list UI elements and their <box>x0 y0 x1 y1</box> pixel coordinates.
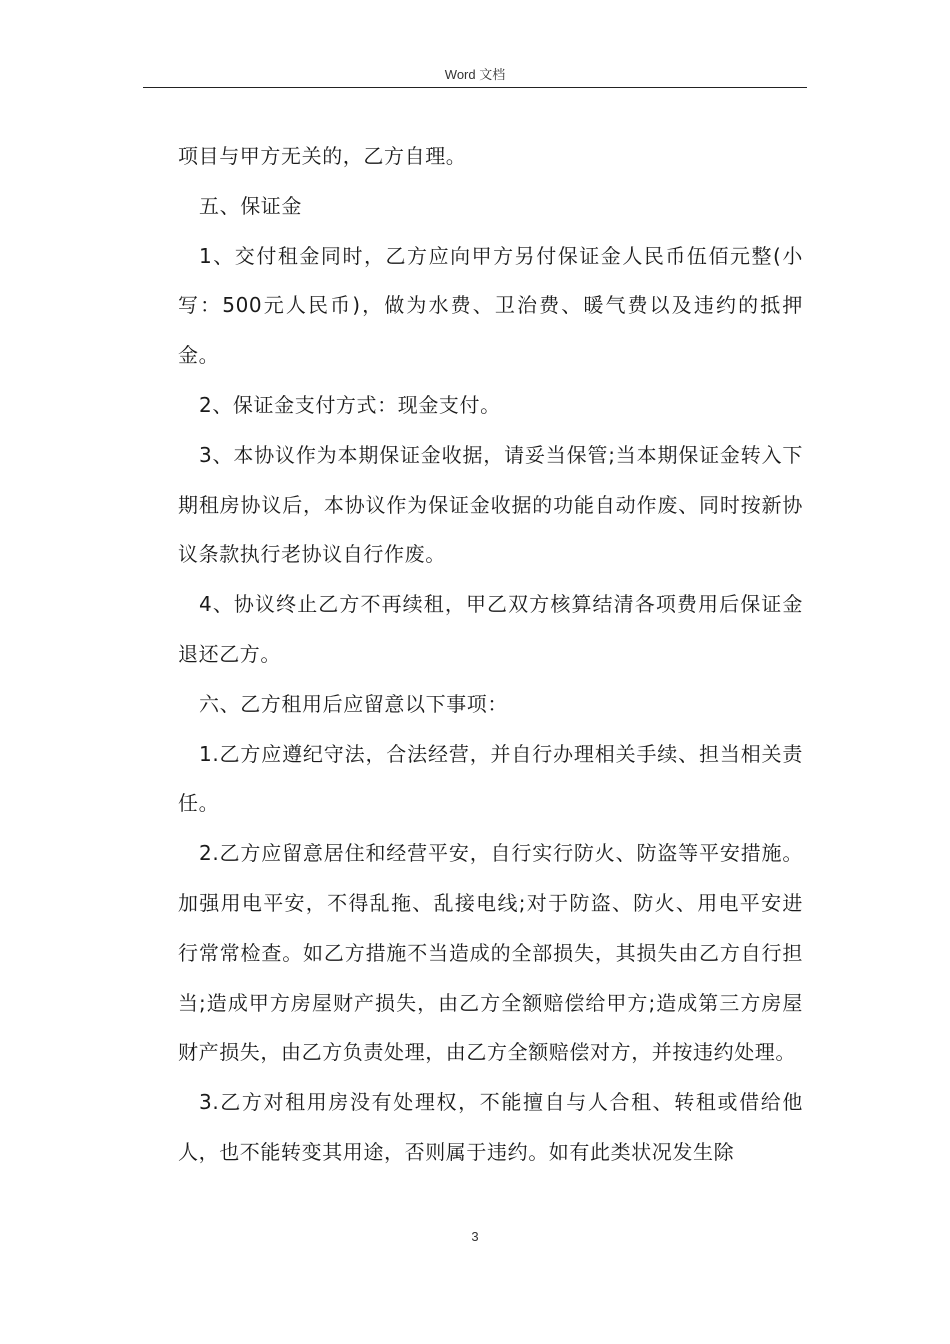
paragraph: 3、本协议作为本期保证金收据，请妥当保管;当本期保证金转入下期租房协议后，本协议作为保证金收据的功能自动作废、同时按新协议条款执行老协议自行作废。 <box>178 442 803 567</box>
header-divider <box>143 87 807 88</box>
document-body <box>178 132 803 1178</box>
page-header-title: Word 文档 <box>444 67 506 82</box>
paragraph: 4、协议终止乙方不再续租，甲乙双方核算结清各项费用后保证金退还乙方。 <box>178 592 803 666</box>
section-heading-notes: 六、乙方租用后应留意以下事项： <box>199 691 508 716</box>
page-number: 3 <box>471 1229 479 1244</box>
section-heading-deposit: 五、保证金 <box>199 193 302 218</box>
paragraph: 3.乙方对租用房没有处理权，不能擅自与人合租、转租或借给他人，也不能转变其用途，否则属于违约。如有此类状况发生除 <box>178 1090 803 1164</box>
paragraph: 1、交付租金同时，乙方应向甲方另付保证金人民币伍佰元整(小写：500元人民币)，做为水费、卫治费、暖气费以及违约的抵押金。 <box>178 243 803 368</box>
paragraph: 2、保证金支付方式：现金支付。 <box>199 392 501 417</box>
paragraph: 2.乙方应留意居住和经营平安，自行实行防火、防盗等平安措施。加强用电平安，不得乱拖、乱接电线;对于防盗、防火、用电平安进行常常检查。如乙方措施不当造成的全部损失，其损失由乙方自行担当;造成甲方房屋财产损失，由乙方全额赔偿给甲方;造成第三方房屋财产损失，由乙方负责处理，由乙方全额赔偿对方，并按违约处理。 <box>178 841 803 1065</box>
paragraph: 项目与甲方无关的，乙方自理。 <box>178 144 467 168</box>
paragraph: 1.乙方应遵纪守法，合法经营，并自行办理相关手续、担当相关责任。 <box>178 741 803 816</box>
